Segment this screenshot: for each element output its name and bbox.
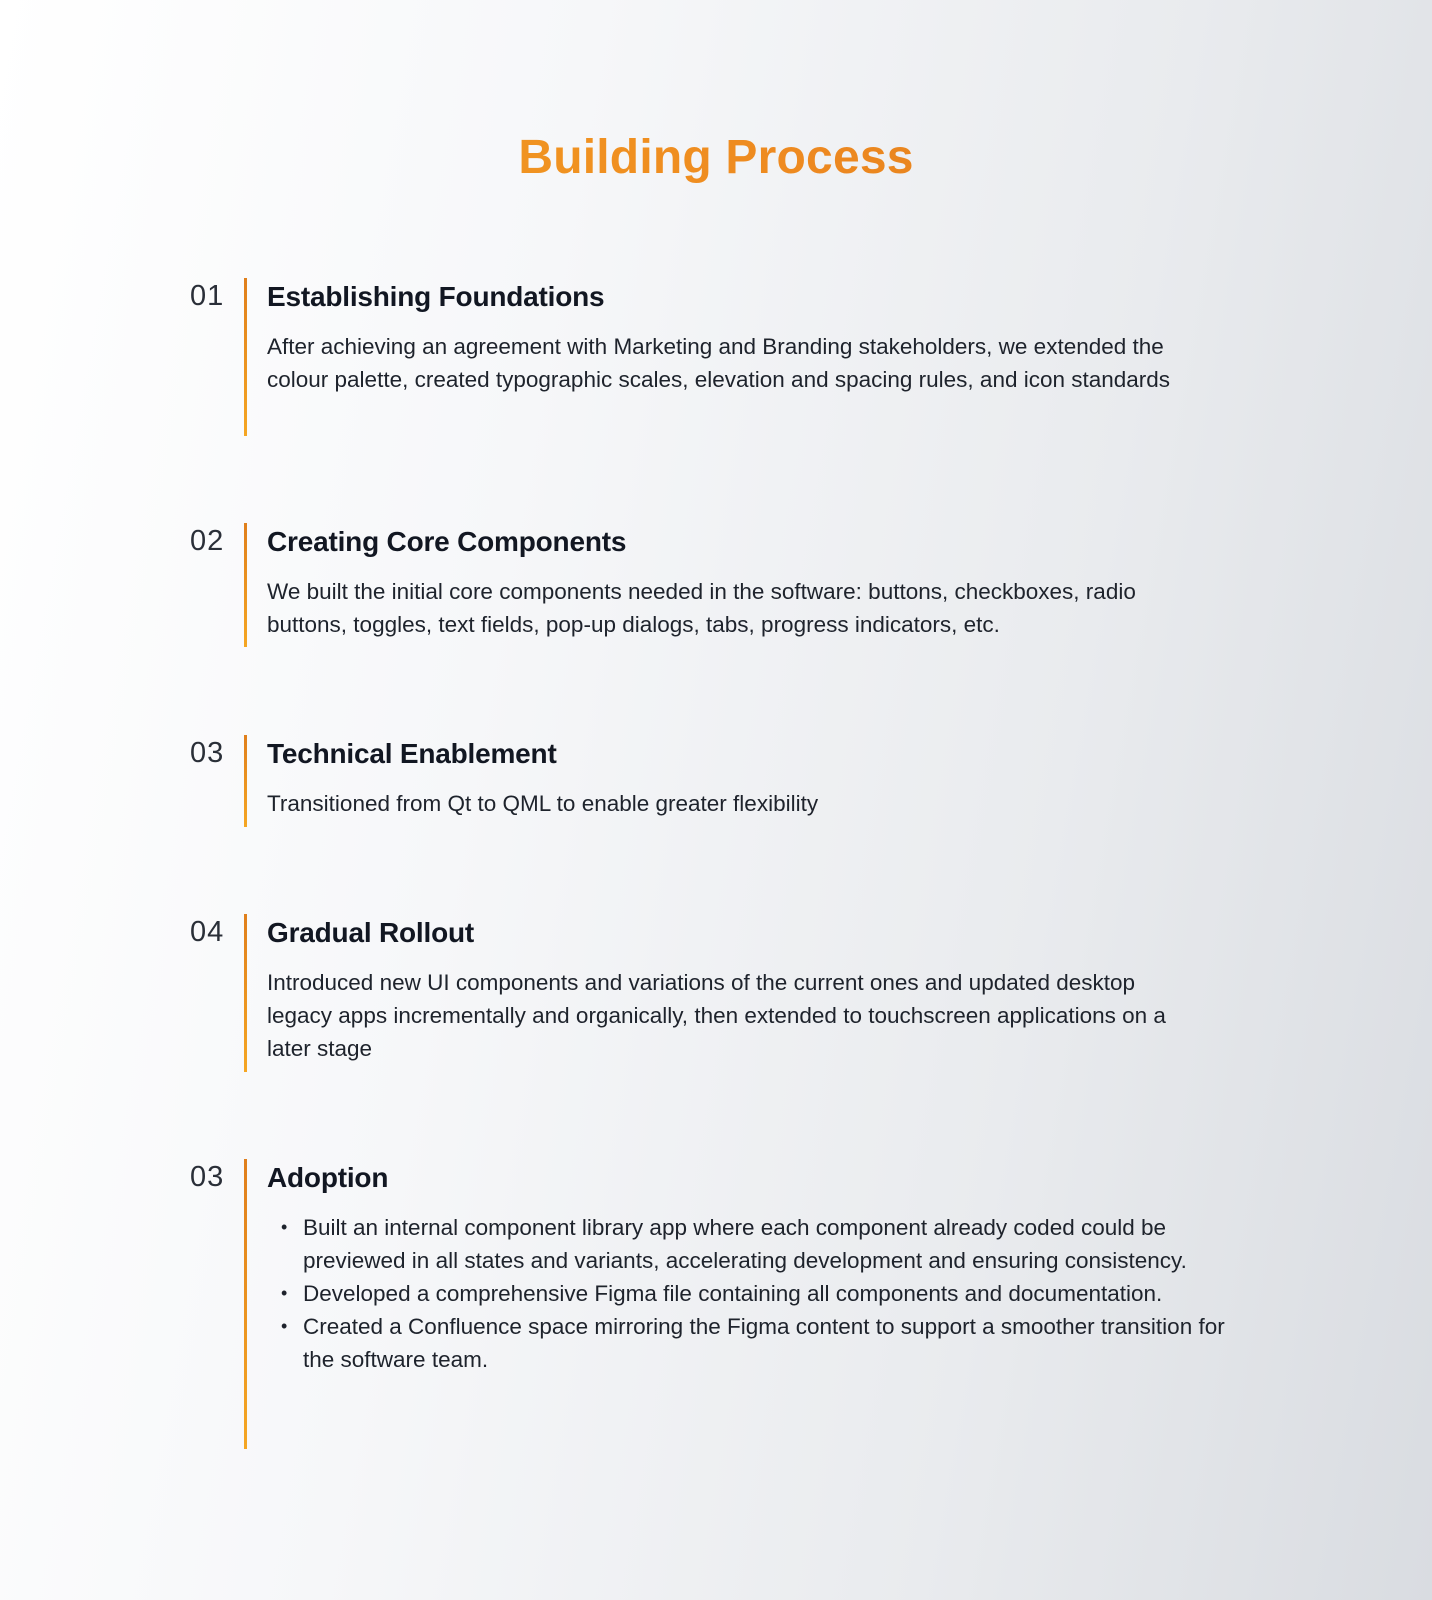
step-accent-bar [244, 523, 247, 647]
step-description: Introduced new UI components and variations of the current ones and updated desktop legacy apps incrementally and organically, then extended to touchscreen applications on a later stage [267, 970, 1166, 1061]
step-content [267, 1159, 1230, 1376]
list-item [267, 1310, 1227, 1376]
adoption-bullet-list [267, 1211, 1227, 1376]
step-number: 04 [190, 916, 225, 948]
step-heading: Creating Core Components [267, 526, 627, 557]
step-number: 03 [190, 1161, 225, 1193]
step-heading: Adoption [267, 1162, 389, 1193]
process-step-establishing-foundations [190, 278, 1230, 436]
process-step-adoption [190, 1159, 1230, 1449]
page-title: Building Process [0, 126, 1432, 190]
step-number: 01 [190, 280, 225, 312]
step-number: 02 [190, 525, 225, 557]
step-number: 03 [190, 737, 225, 769]
step-description: After achieving an agreement with Marketing and Branding stakeholders, we extended the colour palette, created typographic scales, elevation and spacing rules, and icon standards [267, 334, 1171, 392]
step-heading: Technical Enablement [267, 738, 557, 769]
bullet-icon: • [281, 1217, 288, 1237]
step-accent-bar [244, 278, 247, 436]
list-item [267, 1277, 1227, 1310]
process-step-creating-core-components [190, 523, 1230, 647]
list-item-text: Created a Confluence space mirroring the Figma content to support a smoother transition for the software team. [303, 1314, 1225, 1372]
step-heading: Establishing Foundations [267, 281, 605, 312]
step-description: We built the initial core components needed in the software: buttons, checkboxes, radio buttons, toggles, text fields, pop-up dialogs, tabs, progress indicators, etc. [267, 579, 1136, 637]
step-accent-bar [244, 1159, 247, 1449]
step-content [267, 278, 1230, 396]
step-content [267, 523, 1230, 641]
step-accent-bar [244, 735, 247, 827]
list-item [267, 1211, 1227, 1277]
list-item-text: Developed a comprehensive Figma file containing all components and documentation. [303, 1281, 1163, 1306]
process-step-technical-enablement [190, 735, 1230, 827]
list-item-text: Built an internal component library app where each component already coded could be previewed in all states and variants, accelerating development and ensuring consistency. [303, 1215, 1187, 1273]
step-heading: Gradual Rollout [267, 917, 475, 948]
process-step-gradual-rollout [190, 914, 1230, 1072]
step-content [267, 914, 1230, 1065]
bullet-icon: • [281, 1316, 288, 1336]
step-content [267, 735, 1230, 820]
step-accent-bar [244, 914, 247, 1072]
step-description: Transitioned from Qt to QML to enable greater flexibility [267, 791, 819, 816]
bullet-icon: • [281, 1283, 288, 1303]
